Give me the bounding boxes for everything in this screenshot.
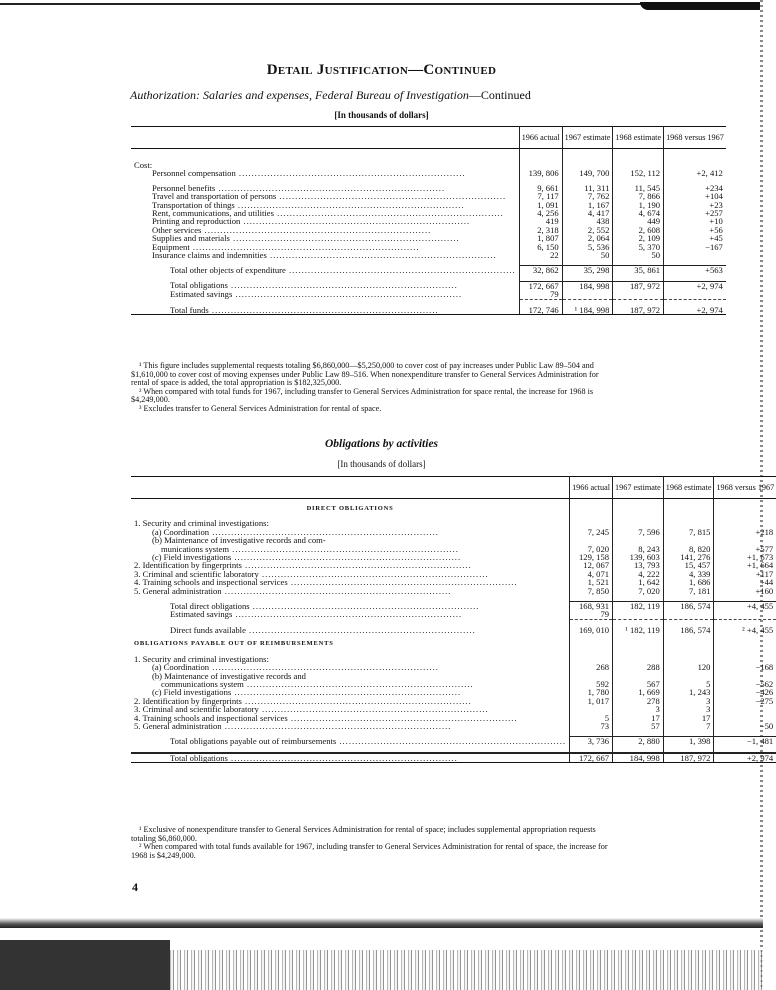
cell-value	[663, 610, 714, 619]
cell-value: +2, 974	[664, 306, 726, 315]
row-label: 3. Criminal and scientific laboratory .....	[131, 570, 570, 578]
row-label: Printing and reproduction .....	[131, 217, 519, 225]
row-label: 5. General administration .....	[131, 587, 570, 595]
cell-value: 12, 067	[570, 561, 613, 569]
cell-value: 172, 667	[519, 281, 562, 290]
cell-value: 2, 880	[613, 737, 664, 746]
cell-value: 50	[562, 251, 613, 259]
cell-value	[714, 640, 776, 648]
cell-value: 7, 181	[663, 587, 714, 595]
row-label: 4. Training schools and inspectional services .....	[131, 714, 570, 722]
cell-value: +577	[714, 545, 776, 553]
cell-value: +10	[664, 217, 726, 225]
footnote-1: ¹ Exclusive of nonexpenditure transfer to General Services Administration for rental of space; includes supplemental appropriation requests totaling $6,860,000.	[131, 825, 596, 843]
cell-value: 5	[570, 714, 613, 722]
cell-value: 129, 158	[570, 553, 613, 561]
cell-value: 2, 552	[562, 226, 613, 234]
cell-value: +1, 673	[714, 553, 776, 561]
cell-value: 1, 807	[519, 234, 562, 242]
cell-value: 288	[613, 663, 664, 671]
cell-value: −168	[714, 663, 776, 671]
table-row	[131, 587, 776, 595]
cell-value	[570, 505, 613, 513]
cell-value	[663, 505, 714, 513]
obligations-table	[131, 476, 776, 763]
cell-value: 187, 972	[663, 753, 714, 763]
cell-value: 172, 746	[519, 306, 562, 315]
cell-value: 139, 806	[519, 169, 562, 177]
subtitle-italic: Authorization: Salaries and expenses, Federal Bureau of Investigation	[130, 88, 469, 102]
cell-value: 3	[663, 705, 714, 713]
cell-value: 9, 661	[519, 184, 562, 192]
cell-value: 1, 398	[663, 737, 714, 746]
cell-value: 22	[519, 251, 562, 259]
total-obligations-row	[131, 753, 776, 763]
scan-bottom-edge	[0, 918, 763, 990]
page-heading: Detail Justification—Continued	[266, 62, 497, 78]
cell-value	[562, 290, 613, 299]
cell-value: 186, 574	[663, 602, 714, 611]
cell-value: 152, 112	[613, 169, 664, 177]
scan-top-edge	[0, 0, 763, 12]
cell-value: 268	[570, 663, 613, 671]
cell-value: 184, 998	[613, 753, 664, 763]
authorization-subtitle	[130, 88, 610, 103]
row-label: Transportation of things .....	[131, 201, 519, 209]
table-row	[131, 722, 776, 730]
row-label: (a) Coordination .....	[131, 528, 570, 536]
cell-value: +2, 974	[664, 281, 726, 290]
row-label: (b) Maintenance of investigative records and com-	[152, 535, 326, 546]
row-label: Total direct obligations .....	[131, 602, 570, 611]
cell-value: 73	[570, 722, 613, 730]
cell-value	[664, 251, 726, 259]
row-label: Estimated savings .....	[131, 290, 519, 299]
cell-value: 141, 276	[663, 553, 714, 561]
cell-value: 1, 190	[613, 201, 664, 209]
cell-value: 184, 998	[562, 281, 613, 290]
cell-value: 7, 866	[613, 192, 664, 200]
cell-value: 182, 119	[613, 602, 664, 611]
cell-value: +44	[714, 578, 776, 586]
cell-value: 35, 298	[562, 266, 613, 275]
cell-value: 13, 793	[613, 561, 664, 569]
cell-value: 79	[519, 290, 562, 299]
cell-value: +117	[714, 570, 776, 578]
cell-value: 8, 243	[613, 545, 664, 553]
total-funds-row	[131, 306, 726, 315]
cell-value: ¹ 184, 998	[562, 306, 613, 315]
cell-value	[613, 640, 664, 648]
cell-value: 5	[663, 680, 714, 688]
cell-value	[664, 290, 726, 299]
cell-value: 592	[570, 680, 613, 688]
cell-value: 6, 150	[519, 243, 562, 251]
cell-value: +234	[664, 184, 726, 192]
cell-value: 1, 243	[663, 688, 714, 696]
cell-value	[613, 290, 664, 299]
row-label: 1. Security and criminal investigations:	[134, 518, 269, 529]
row-label: Total obligations .....	[131, 281, 519, 290]
row-label: Supplies and materials .....	[131, 234, 519, 242]
col-1968: 1968 estimate	[613, 127, 664, 149]
row-label: Total obligations payable out of reimbursements .....	[131, 737, 570, 746]
cell-value: 139, 603	[613, 553, 664, 561]
footnote-3: ³ Excludes transfer to General Services Administration for rental of space.	[139, 403, 382, 413]
cell-value: −50	[714, 722, 776, 730]
cell-value: −562	[714, 680, 776, 688]
cell-value	[714, 705, 776, 713]
cell-value: 17	[663, 714, 714, 722]
cell-value: +23	[664, 201, 726, 209]
row-label: Total obligations .....	[131, 753, 570, 763]
savings-row	[131, 610, 776, 619]
cell-value	[570, 640, 613, 648]
cell-value: +1, 664	[714, 561, 776, 569]
row-label: Total other objects of expenditure .....	[131, 266, 519, 275]
footnote-2: ² When compared with total funds available for 1967, including transfer to General Services Administration for rental of space, the increase for 1968 is $4,249,000.	[131, 842, 608, 860]
cell-value: 7, 850	[570, 587, 613, 595]
subtitle-continued: —Continued	[468, 88, 531, 102]
cell-value: 172, 667	[570, 753, 613, 763]
cell-value: 50	[613, 251, 664, 259]
cell-value: 187, 972	[613, 306, 664, 315]
cell-value: 4, 071	[570, 570, 613, 578]
col-1966: 1966 actual	[519, 127, 562, 149]
cell-value: 278	[613, 697, 664, 705]
table-row	[131, 251, 726, 259]
cell-value: 1, 669	[613, 688, 664, 696]
cell-value: 7, 245	[570, 528, 613, 536]
cell-value: 5, 370	[613, 243, 664, 251]
cell-value: +563	[664, 266, 726, 275]
total-other-row	[131, 266, 726, 275]
col-1967: 1967 estimate	[613, 477, 664, 499]
reimbursement-section-head	[131, 640, 776, 648]
row-label: 3. Criminal and scientific laboratory .....	[131, 705, 570, 713]
footnote-1: ¹ This figure includes supplemental requests totaling $6,860,000—$5,250,000 to cover cost of pay increases under Public Law 89–504 and $1,610,000 to cover cost of moving expenses under Public Law 89–516. When nonexpenditure transfer to General Services Administration for rental of space is added, the total appropriation is $182,325,000.	[131, 361, 599, 388]
col-1967: 1967 estimate	[562, 127, 613, 149]
row-label: (c) Field investigations .....	[131, 553, 570, 561]
cell-value: 2, 608	[613, 226, 664, 234]
cell-value: 32, 862	[519, 266, 562, 275]
cell-value: 3	[613, 705, 664, 713]
personnel-row	[131, 169, 726, 177]
cell-value: 1, 521	[570, 578, 613, 586]
cell-value: 4, 256	[519, 209, 562, 217]
row-label: DIRECT OBLIGATIONS	[306, 505, 394, 512]
cell-value	[613, 610, 664, 619]
cell-value: 1, 017	[570, 697, 613, 705]
direct-section-head	[131, 505, 776, 513]
cell-value: 3	[663, 697, 714, 705]
row-label: munications system .....	[131, 545, 570, 553]
cell-value: 2, 064	[562, 234, 613, 242]
cell-value: 7, 020	[570, 545, 613, 553]
cell-value: 169, 010	[570, 626, 613, 634]
obligations-table-header	[131, 477, 776, 499]
cell-value: 419	[519, 217, 562, 225]
col-1966: 1966 actual	[570, 477, 613, 499]
total-reimbursements-row	[131, 737, 776, 746]
row-label: 4. Training schools and inspectional services .....	[131, 578, 570, 586]
col-1968: 1968 estimate	[663, 477, 714, 499]
row-label: 1. Security and criminal investigations:	[134, 653, 269, 664]
cell-value: 2, 318	[519, 226, 562, 234]
savings-row	[131, 290, 726, 299]
cell-value: 7, 596	[613, 528, 664, 536]
cell-value: 2, 109	[613, 234, 664, 242]
cell-value: 7, 020	[613, 587, 664, 595]
cell-value: 186, 574	[663, 626, 714, 634]
cell-value: ² +4, 455	[714, 626, 776, 634]
cell-value: +56	[664, 226, 726, 234]
cell-value: +2, 974	[714, 753, 776, 763]
cell-value: ¹ 182, 119	[613, 626, 664, 634]
row-label: (a) Coordination .....	[131, 663, 570, 671]
cell-value	[613, 505, 664, 513]
cell-value: 168, 931	[570, 602, 613, 611]
cell-value: 5, 536	[562, 243, 613, 251]
cell-value: 1, 167	[562, 201, 613, 209]
row-label: Travel and transportation of persons .....	[131, 192, 519, 200]
cell-value: 8, 820	[663, 545, 714, 553]
cell-value: 120	[663, 663, 714, 671]
cell-value: +2, 412	[664, 169, 726, 177]
cell-value: 4, 417	[562, 209, 613, 217]
cell-value: 17	[613, 714, 664, 722]
obligations-title: Obligations by activities	[324, 438, 439, 450]
obligations-footnotes	[131, 826, 609, 860]
cell-value: 15, 457	[663, 561, 714, 569]
row-label: OBLIGATIONS PAYABLE OUT OF REIMBURSEMENTS	[134, 640, 334, 648]
spacer-row	[131, 746, 776, 753]
cell-value: 7, 815	[663, 528, 714, 536]
row-label: Other services .....	[131, 226, 519, 234]
cost-footnotes	[131, 362, 609, 414]
cell-value: +218	[714, 528, 776, 536]
cell-value: 1, 642	[613, 578, 664, 586]
unit-note-2: [In thousands of dollars]	[337, 459, 426, 469]
cell-value: 149, 700	[562, 169, 613, 177]
row-label: Personnel benefits .....	[131, 184, 519, 192]
cell-value: 3, 736	[570, 737, 613, 746]
row-label: communications system .....	[131, 680, 570, 688]
cell-value: 57	[613, 722, 664, 730]
direct-funds-row	[131, 626, 776, 634]
cell-value: 79	[570, 610, 613, 619]
row-label: (c) Field investigations .....	[131, 688, 570, 696]
cell-value: 7, 117	[519, 192, 562, 200]
cell-value: 11, 545	[613, 184, 664, 192]
cost-table-header	[131, 127, 726, 149]
col-change: 1968 versus 1967	[714, 477, 776, 499]
cell-value: 567	[613, 680, 664, 688]
cell-value: +160	[714, 587, 776, 595]
row-label: Personnel compensation .....	[131, 169, 519, 177]
cell-value: 4, 339	[663, 570, 714, 578]
cell-value: 187, 972	[613, 281, 664, 290]
row-label: (b) Maintenance of investigative records and	[152, 670, 306, 681]
cell-value: 1, 686	[663, 578, 714, 586]
row-label: 2. Identification by fingerprints .....	[131, 697, 570, 705]
cell-value: 11, 311	[562, 184, 613, 192]
row-label: Rent, communications, and utilities .....	[131, 209, 519, 217]
cell-value: +4, 455	[714, 602, 776, 611]
cell-value: 7, 762	[562, 192, 613, 200]
cell-value: −167	[664, 243, 726, 251]
row-label: Direct funds available .....	[131, 626, 570, 634]
cell-value: 4, 222	[613, 570, 664, 578]
footnote-2: ² When compared with total funds for 1967, including transfer to General Services Administration for space rental, the increase for 1968 is $4,249,000.	[131, 386, 594, 405]
cell-value	[663, 640, 714, 648]
row-label: Estimated savings .....	[131, 610, 570, 619]
cell-value: 35, 861	[613, 266, 664, 275]
cell-value: −275	[714, 697, 776, 705]
cell-value: −1, 481	[714, 737, 776, 746]
cell-value: 1, 091	[519, 201, 562, 209]
row-label: Equipment .....	[131, 243, 519, 251]
row-label: Insurance claims and indemnities .....	[131, 251, 519, 259]
unit-note-1: [In thousands of dollars]	[334, 110, 429, 120]
cell-value: +45	[664, 234, 726, 242]
row-label: 5. General administration .....	[131, 722, 570, 730]
cell-value: +257	[664, 209, 726, 217]
cell-value: 7	[663, 722, 714, 730]
row-label: 2. Identification by fingerprints .....	[131, 561, 570, 569]
row-label: Cost:	[134, 160, 153, 170]
cost-table	[131, 126, 726, 315]
cell-value: 438	[562, 217, 613, 225]
row-label: Total funds .....	[131, 306, 519, 315]
cell-value	[714, 505, 776, 513]
cell-value: +104	[664, 192, 726, 200]
cell-value	[714, 610, 776, 619]
cell-value: 1, 780	[570, 688, 613, 696]
cell-value: −426	[714, 688, 776, 696]
cell-value: 4, 674	[613, 209, 664, 217]
cell-value: 449	[613, 217, 664, 225]
page-number: 4	[132, 880, 138, 894]
col-change: 1968 versus 1967	[664, 127, 726, 149]
